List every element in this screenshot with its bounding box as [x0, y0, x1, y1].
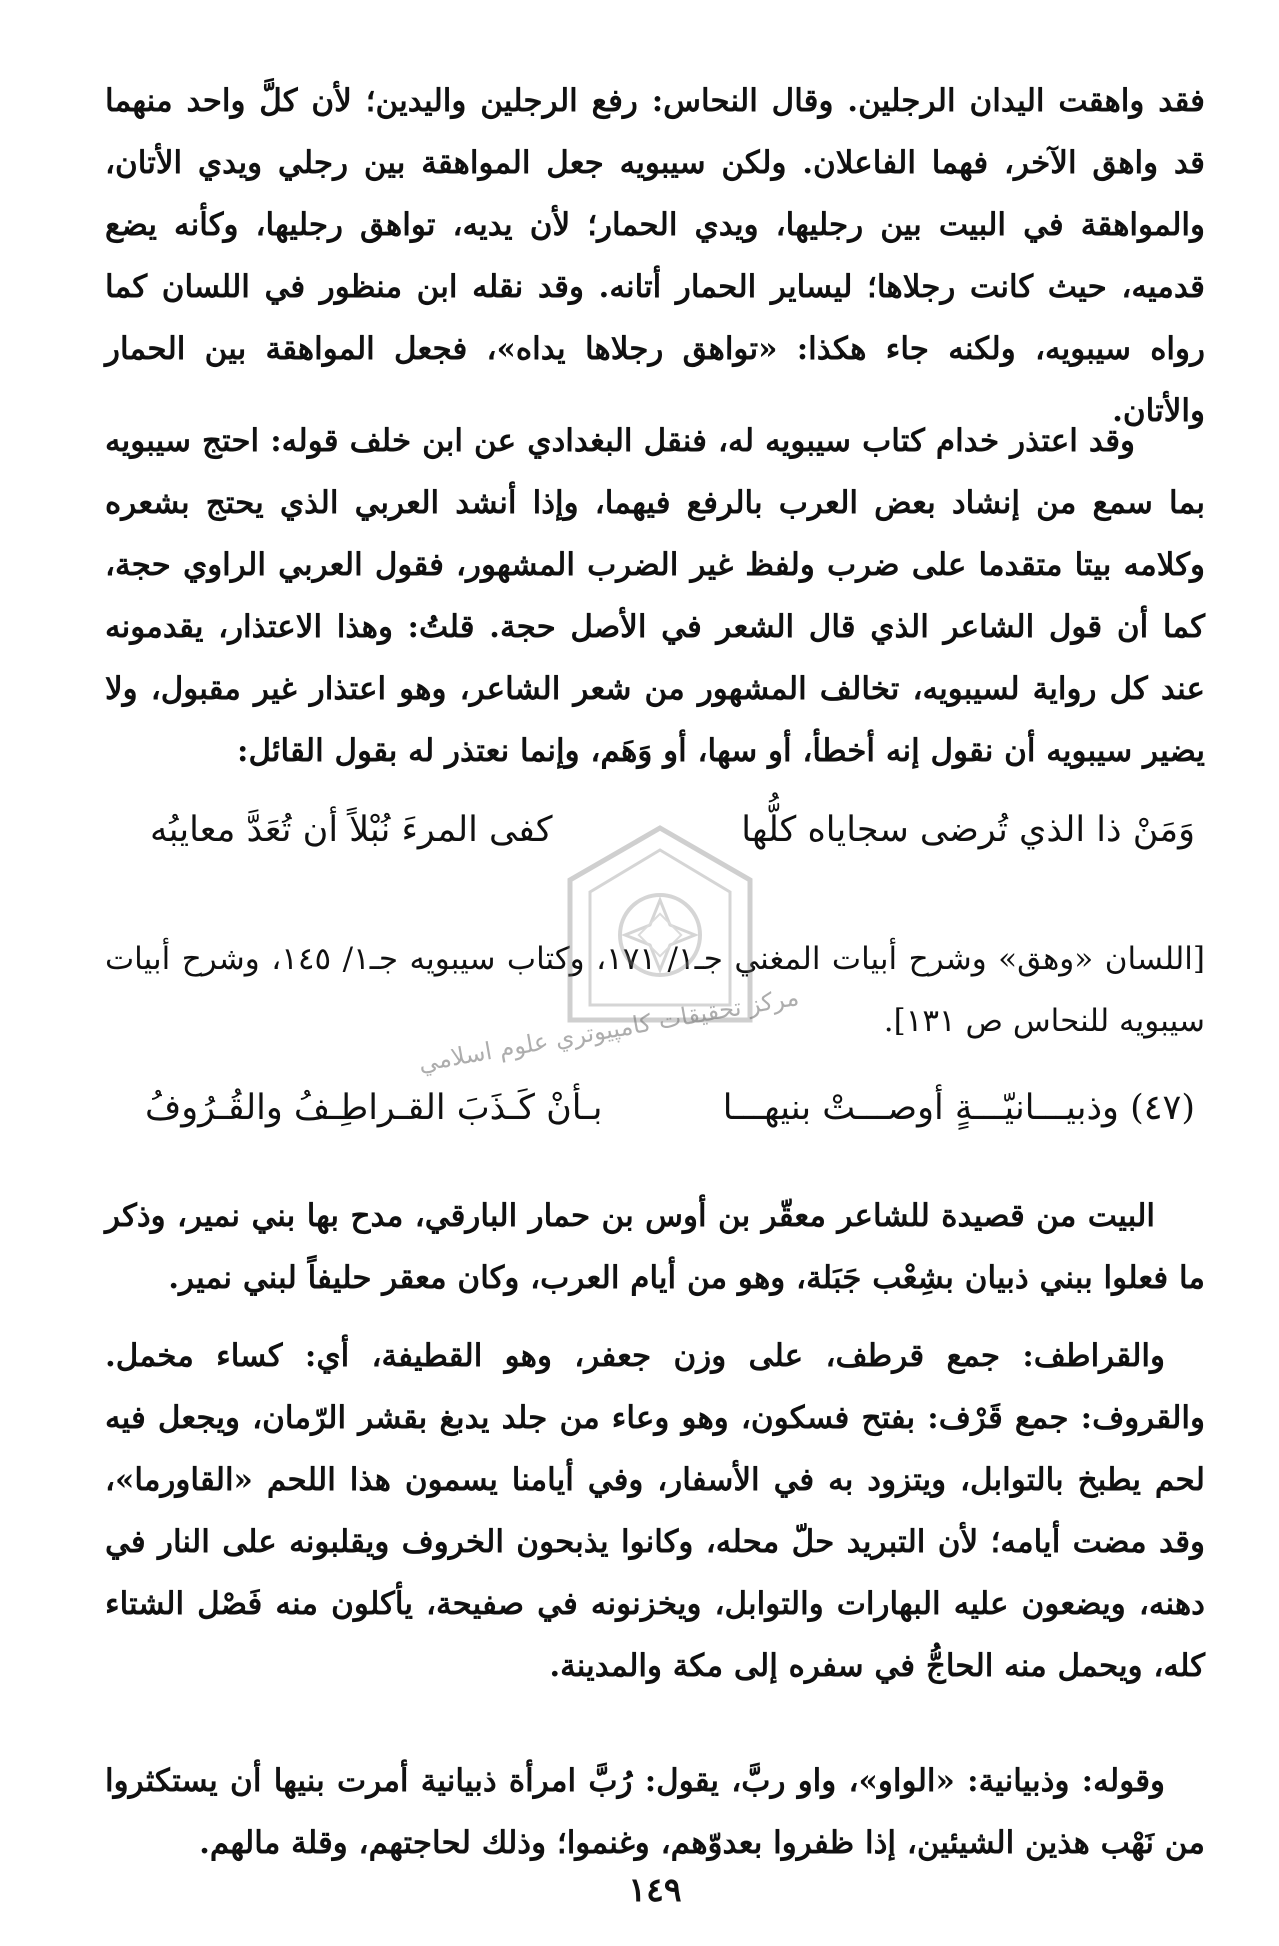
- poem-first-hemistich: (٤٧) وذبيـــانيّـــةٍ أوصـــتْ بنيهـــا: [722, 1088, 1195, 1128]
- paragraph-1: فقد واهقت اليدان الرجلين. وقال النحاس: رفع الرجلين واليدين؛ لأن كلَّ واحد منهما قد واهق الآخر، فهما الفاعلان. ولكن سيبويه جعل المواهقة بين رجلي ويدي الأتان، والمواهقة في البيت بين رجليها، ويدي الحمار؛ لأن يديه، تواهق رجليها، وكأنه يضع قدميه، حيث كانت رجلاها؛ ليساير الحمار أتانه. وقد نقله ابن منظور في اللسان كما رواه سيبويه، ولكنه جاء هكذا: «تواهق رجلاها يداه»، فجعل المواهقة بين الحمار والأتان.: [105, 83, 1205, 429]
- paragraph-5: والقراطف: جمع قرطف، على وزن جعفر، وهو القطيفة، أي: كساء مخمل. والقروف: جمع قَرْف: بفتح فسكون، وهو وعاء من جلد يدبغ بقشر الرّمان، ويجعل فيه لحم يطبخ بالتوابل، ويتزود به في الأسفار، وفي أيامنا يسمون هذا اللحم «القاورما»، وقد مضت أيامه؛ لأن التبريد حلّ محله، وكانوا يذبحون الخروف ويقلبونه على النار في دهنه، ويضعون عليه البهارات والتوابل، ويخزنونه في صفيحة، يأكلون منه فَصْل الشتاء كله، ويحمل منه الحاجُّ في سفره إلى مكة والمدينة.: [105, 1338, 1205, 1684]
- citation-paragraph: [اللسان «وهق» وشرح أبيات المغني جـ١/ ١٧١، وكتاب سيبويه جـ١/ ١٤٥، وشرح أبيات سيبويه للنحاس ص ١٣١].: [105, 941, 1205, 1039]
- paragraph-6: وقوله: وذبيانية: «الواو»، واو ربَّ، يقول: رُبَّ امرأة ذبيانية أمرت بنيها أن يستكثروا من نَهْب هذين الشيئين، إذا ظفروا بعدوّهم، وغنموا؛ وذلك لحاجتهم، وقلة مالهم.: [105, 1763, 1205, 1861]
- watermark-text: مركز تحقيقات كامپيوتري علوم اسلامي: [416, 982, 801, 1078]
- paragraph-4: البيت من قصيدة للشاعر معقّر بن أوس بن حمار البارقي، مدح بها بني نمير، وذكر ما فعلوا ببني ذبيان بشِعْب جَبَلة، وهو من أيام العرب، وكان معقر حليفاً لبني نمير.: [105, 1198, 1205, 1296]
- paragraph-2: وقد اعتذر خدام كتاب سيبويه له، فنقل البغدادي عن ابن خلف قوله: احتج سيبويه بما سمع من إنشاد بعض العرب بالرفع فيهما، وإذا أنشد العربي الذي يحتج بشعره وكلامه بيتا متقدما على ضرب ولفظ غير الضرب المشهور، فقول العربي الراوي حجة، كما أن قول الشاعر الذي قال الشعر في الأصل حجة. قلتُ: وهذا الاعتذار، يقدمونه عند كل رواية لسيبويه، تخالف المشهور من شعر الشاعر، وهو اعتذار غير مقبول، ولا يضير سيبويه أن نقول إنه أخطأ، أو سها، أو وَهَم، وإنما نعتذر له بقول القائل:: [105, 423, 1205, 769]
- page-number: ١٤٩: [628, 1870, 682, 1909]
- poem-second-hemistich: بـأنْ كَـذَبَ القـراطِـفُ والقُـرُوفُ: [145, 1088, 603, 1128]
- verse-first-hemistich: وَمَنْ ذا الذي تُرضى سجاياه كلُّها: [741, 810, 1195, 850]
- poem-47: [105, 1080, 1205, 1160]
- verse-second-hemistich: كفى المرءَ نُبْلاً أن تُعَدَّ معايبُه: [150, 810, 553, 850]
